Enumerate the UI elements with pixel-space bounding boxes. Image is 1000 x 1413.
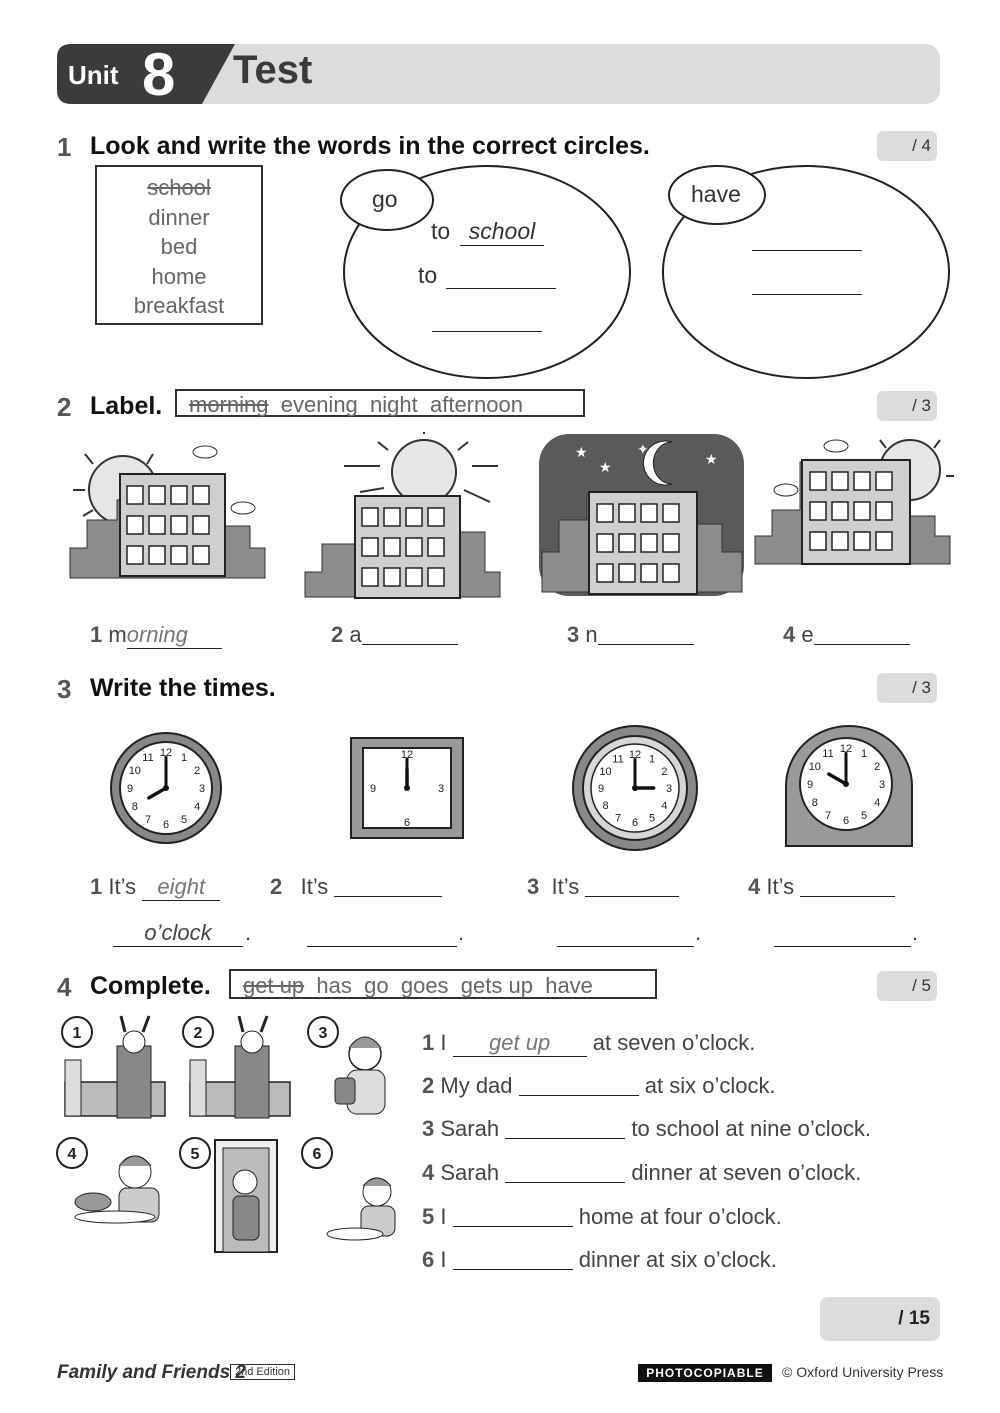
q4-sentence-1-num: 1 xyxy=(422,1030,435,1055)
clock-2 xyxy=(349,736,465,840)
q2-item-1 xyxy=(90,622,222,649)
q4-sentence-3 xyxy=(422,1116,871,1142)
word-has: has xyxy=(316,973,352,998)
clock-number: 6 xyxy=(162,819,170,831)
q3-item-1-answer[interactable]: eight xyxy=(142,874,220,901)
q4-sentence-4-rest: dinner at seven o’clock. xyxy=(631,1160,862,1185)
q2-item-4 xyxy=(783,622,910,648)
q3-item-2 xyxy=(270,874,442,900)
clock-number: 7 xyxy=(144,814,152,827)
q3-item-4-num: 4 xyxy=(748,874,761,899)
word-have: have xyxy=(545,973,593,998)
q3-item-3 xyxy=(527,874,679,900)
clock-number: 1 xyxy=(860,747,868,760)
q4-sentence-4-answer[interactable] xyxy=(505,1160,625,1183)
clock-number: 2 xyxy=(661,766,668,778)
clock-number: 9 xyxy=(126,783,134,795)
night-picture xyxy=(537,432,747,600)
q3-score: / 3 xyxy=(877,673,937,703)
q1-number: 1 xyxy=(57,132,72,162)
q2-score: / 3 xyxy=(877,391,937,421)
q3-item-2-its: It’s xyxy=(300,874,329,899)
q3-item-4-answer[interactable] xyxy=(800,874,895,897)
clock-number: 2 xyxy=(874,761,881,773)
q4-sentence-1-answer[interactable]: get up xyxy=(453,1030,587,1057)
unit-number: 8 xyxy=(142,41,176,108)
q2-item-2 xyxy=(331,622,458,648)
clock-number: 10 xyxy=(128,765,141,777)
q4-score: / 5 xyxy=(877,971,937,1001)
q2-item-3-prefix: n xyxy=(585,622,598,647)
clock-number: 11 xyxy=(612,753,624,766)
q4-sentence-3-answer[interactable] xyxy=(505,1116,625,1139)
svg-text:★: ★ xyxy=(705,451,718,467)
evening-picture xyxy=(750,436,955,571)
q3-item-3-its: It’s xyxy=(551,874,580,899)
q4-sentence-4 xyxy=(422,1160,861,1186)
clock-number: 6 xyxy=(403,817,411,829)
q4-pictures xyxy=(55,1012,415,1262)
q4-sentence-2-subject: My dad xyxy=(440,1073,513,1098)
q3-item-4-period: . xyxy=(912,920,919,945)
q3-item-2-answer-2[interactable] xyxy=(307,920,457,947)
clock-number: 5 xyxy=(180,814,188,827)
have-answer-2[interactable] xyxy=(752,268,862,295)
q2-item-3-num: 3 xyxy=(567,622,580,647)
clock-number: 5 xyxy=(648,812,656,825)
picture-5-home xyxy=(215,1140,277,1252)
q4-title: Complete. xyxy=(90,972,211,1000)
clock-number: 3 xyxy=(437,783,445,795)
go-answer-1[interactable]: school xyxy=(460,218,544,246)
clock-number: 4 xyxy=(661,800,668,812)
clock-center xyxy=(163,785,169,791)
clock-number: 12 xyxy=(159,747,173,759)
unit-label: Unit xyxy=(68,60,119,90)
q2-item-2-num: 2 xyxy=(331,622,344,647)
footer-publisher: © Oxford University Press xyxy=(782,1364,944,1380)
word-bed: bed xyxy=(160,234,198,259)
footer-brand: Family and Friends 2 xyxy=(57,1362,246,1383)
svg-text:★: ★ xyxy=(599,459,612,475)
q4-sentence-1-subject: I xyxy=(440,1030,447,1055)
have-label: have xyxy=(691,181,741,207)
clock-number: 5 xyxy=(860,810,868,823)
svg-text:✦: ✦ xyxy=(637,441,649,457)
clock-3 xyxy=(571,724,699,852)
picture-num-3: 3 xyxy=(318,1025,328,1042)
q2-item-3-answer[interactable] xyxy=(598,622,694,645)
clock-number: 3 xyxy=(198,783,206,795)
q4-sentence-6-rest: dinner at six o’clock. xyxy=(578,1247,777,1272)
q2-item-4-prefix: e xyxy=(801,622,814,647)
clock-number: 12 xyxy=(839,743,853,755)
go-to-2: to xyxy=(418,262,438,288)
q4-sentence-5-num: 5 xyxy=(422,1204,435,1229)
clock-number: 9 xyxy=(597,783,605,795)
q4-sentence-2-rest: at six o’clock. xyxy=(644,1073,776,1098)
q4-sentence-4-subject: Sarah xyxy=(440,1160,500,1185)
picture-num-2: 2 xyxy=(193,1025,203,1042)
q4-sentence-3-rest: to school at nine o’clock. xyxy=(631,1116,872,1141)
q2-word-box xyxy=(175,389,585,417)
clock-number: 10 xyxy=(599,766,612,778)
clock-number: 1 xyxy=(180,751,188,764)
clock-number: 7 xyxy=(824,810,832,823)
picture-num-5: 5 xyxy=(190,1146,200,1163)
q4-sentence-6-subject: I xyxy=(440,1247,447,1272)
clock-number: 12 xyxy=(400,749,414,761)
have-answer-1[interactable] xyxy=(752,224,862,251)
afternoon-picture xyxy=(300,432,505,602)
q4-sentence-2 xyxy=(422,1073,776,1099)
q2-item-2-prefix: a xyxy=(349,622,362,647)
clock-4 xyxy=(784,724,914,848)
svg-text:★: ★ xyxy=(575,444,588,460)
q2-item-2-answer[interactable] xyxy=(362,622,458,645)
q2-item-3 xyxy=(567,622,694,648)
q4-sentence-6-num: 6 xyxy=(422,1247,435,1272)
q2-number: 2 xyxy=(57,392,72,422)
clock-number: 9 xyxy=(369,783,377,795)
clock-number: 10 xyxy=(808,761,821,773)
q4-sentence-3-subject: Sarah xyxy=(440,1116,500,1141)
q2-item-1-num: 1 xyxy=(90,622,103,647)
go-to-1: to xyxy=(431,218,451,244)
q4-sentence-6 xyxy=(422,1247,777,1273)
morning-picture xyxy=(65,438,270,583)
clock-number: 3 xyxy=(665,783,673,795)
clock-1 xyxy=(107,732,225,844)
q2-item-1-answer[interactable]: orning xyxy=(127,622,222,649)
clock-center xyxy=(632,785,638,791)
clock-number: 1 xyxy=(648,753,656,766)
clock-number: 12 xyxy=(628,749,642,761)
q4-sentence-5-answer[interactable] xyxy=(453,1204,573,1227)
q4-sentence-1 xyxy=(422,1030,755,1057)
clock-number: 11 xyxy=(822,747,834,760)
q2-item-1-prefix: m xyxy=(108,622,127,647)
clock-number: 9 xyxy=(806,779,814,791)
q4-number: 4 xyxy=(57,972,72,1002)
q4-sentence-1-rest: at seven o’clock. xyxy=(592,1030,756,1055)
picture-3-girl-school xyxy=(335,1037,385,1114)
q3-item-2-period: . xyxy=(458,920,465,945)
q4-sentence-6-answer[interactable] xyxy=(453,1247,573,1270)
word-get-up: get up xyxy=(243,973,305,998)
clock-number: 4 xyxy=(194,801,201,813)
go-label: go xyxy=(372,186,398,212)
picture-6-dinner xyxy=(327,1178,395,1240)
q3-item-1-period: . xyxy=(245,920,252,945)
q1-title: Look and write the words in the correct circles. xyxy=(90,132,650,160)
word-afternoon: afternoon xyxy=(429,392,523,417)
q4-sentence-2-num: 2 xyxy=(422,1073,435,1098)
total-score: / 15 xyxy=(898,1308,930,1329)
q3-item-1-answer-2[interactable]: o’clock xyxy=(113,920,243,947)
clock-center xyxy=(404,785,410,791)
q4-sentence-5-subject: I xyxy=(440,1204,447,1229)
q3-title: Write the times. xyxy=(90,674,276,702)
clock-number: 4 xyxy=(874,797,881,809)
word-breakfast: breakfast xyxy=(133,293,225,318)
q4-sentence-4-num: 4 xyxy=(422,1160,435,1185)
clock-number: 2 xyxy=(194,765,201,777)
word-morning: morning xyxy=(189,392,269,417)
q3-item-1-its: It’s xyxy=(108,874,137,899)
clock-number: 7 xyxy=(614,812,622,825)
word-school: school xyxy=(147,175,211,200)
q3-item-1-num: 1 xyxy=(90,874,103,899)
clock-number: 6 xyxy=(842,815,850,827)
q4-sentence-5 xyxy=(422,1204,782,1230)
clock-number: 8 xyxy=(602,800,609,812)
page-title: Test xyxy=(233,48,313,92)
footer-photocopiable: PHOTOCOPIABLE xyxy=(638,1364,772,1382)
picture-num-1: 1 xyxy=(72,1025,82,1042)
word-evening: evening xyxy=(280,392,358,417)
word-goes: goes xyxy=(400,973,449,998)
footer-edition: 2nd Edition xyxy=(230,1364,295,1380)
q3-item-1 xyxy=(90,874,220,901)
q3-item-3-num: 3 xyxy=(527,874,540,899)
q3-item-3-answer-2[interactable] xyxy=(557,920,694,947)
word-night: night xyxy=(370,392,418,417)
q3-number: 3 xyxy=(57,674,72,704)
q1-score: / 4 xyxy=(877,131,937,161)
q3-item-2-num: 2 xyxy=(270,874,283,899)
picture-num-4: 4 xyxy=(67,1146,77,1163)
q3-item-4 xyxy=(748,874,895,900)
q3-item-3-period: . xyxy=(695,920,702,945)
clock-center xyxy=(843,781,849,787)
q2-title: Label. xyxy=(90,392,163,420)
q3-item-4-its: It’s xyxy=(766,874,795,899)
word-go: go xyxy=(364,973,389,998)
picture-num-6: 6 xyxy=(312,1146,322,1163)
clock-number: 8 xyxy=(131,801,138,813)
q2-item-4-answer[interactable] xyxy=(814,622,910,645)
q4-word-box xyxy=(229,969,657,999)
go-answer-2[interactable] xyxy=(446,262,556,289)
q3-item-2-answer[interactable] xyxy=(334,874,442,897)
clock-number: 3 xyxy=(878,779,886,791)
word-gets-up: gets up xyxy=(460,973,533,998)
q2-item-4-num: 4 xyxy=(783,622,796,647)
q4-sentence-2-answer[interactable] xyxy=(519,1073,639,1096)
clock-number: 11 xyxy=(142,751,154,764)
q4-sentence-3-num: 3 xyxy=(422,1116,435,1141)
word-home: home xyxy=(151,263,207,289)
picture-4-dinner xyxy=(75,1156,159,1223)
q1-word-box xyxy=(95,165,263,325)
clock-number: 8 xyxy=(811,797,818,809)
word-dinner: dinner xyxy=(148,204,210,230)
q3-item-3-answer[interactable] xyxy=(585,874,679,897)
go-answer-3[interactable] xyxy=(432,305,542,332)
q3-item-4-answer-2[interactable] xyxy=(774,920,911,947)
clock-number: 6 xyxy=(631,817,639,829)
q4-sentence-5-rest: home at four o’clock. xyxy=(578,1204,782,1229)
